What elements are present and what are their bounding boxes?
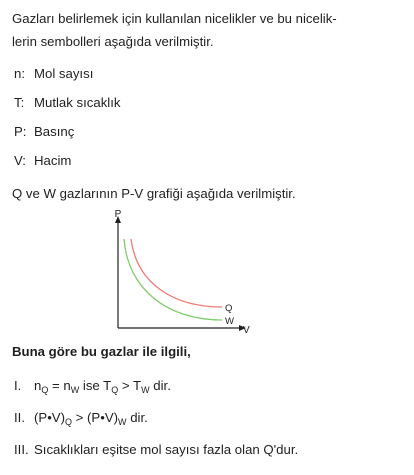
series-w-label: W [225,316,234,327]
statement-subscript: W [70,385,80,395]
statement-text: > T [118,378,142,393]
series-w-curve [124,239,222,320]
statement-text: n [63,378,71,393]
definition-symbol: P: [14,124,27,139]
definition-symbol: T: [14,95,25,110]
prompt-text: Buna göre bu gazlar ile ilgili, [12,344,191,359]
series-q-curve [131,239,222,307]
statement-numeral: II. [14,410,25,425]
definition-meaning: Mol sayısı [34,66,94,81]
statement-numeral: III. [14,442,29,457]
statement-text: ise T [79,378,112,393]
statement-text: = [48,378,64,393]
statement-text: > (P•V) [72,410,119,425]
statement-subscript: W [141,385,150,395]
statement-2 [14,408,148,428]
x-axis-label: V [243,325,250,336]
definition-meaning: Basınç [34,124,75,139]
statement-text: dir. [126,410,148,425]
series-q-label: Q [225,303,233,314]
statement-numeral: I. [14,378,22,393]
intro-line-1: Gazları belirlemek için kullanılan nicelikler ve bu nicelik- [12,11,337,26]
statement-text: (P•V) [34,410,65,425]
statement-text: dir. [149,378,171,393]
statement-subscript: Q [111,385,119,395]
statement-3 [14,440,298,460]
statement-text: Sıcaklıkları eşitse mol sayısı fazla olan Q'dur. [34,442,299,457]
statement-text: n [34,378,42,393]
statement-subscript: Q [65,417,73,427]
statement-1 [14,376,171,396]
graph-intro: Q ve W gazlarının P-V grafiği aşağıda verilmiştir. [12,186,296,201]
definition-symbol: n: [14,66,25,81]
statement-subscript: W [118,417,127,427]
definition-meaning: Hacim [34,153,72,168]
definition-symbol: V: [14,153,26,168]
y-axis-label: P [114,209,122,220]
intro-line-2: lerin sembolleri aşağıda verilmiştir. [12,34,214,49]
statement-subscript: Q [41,385,49,395]
definition-meaning: Mutlak sıcaklık [34,95,121,110]
